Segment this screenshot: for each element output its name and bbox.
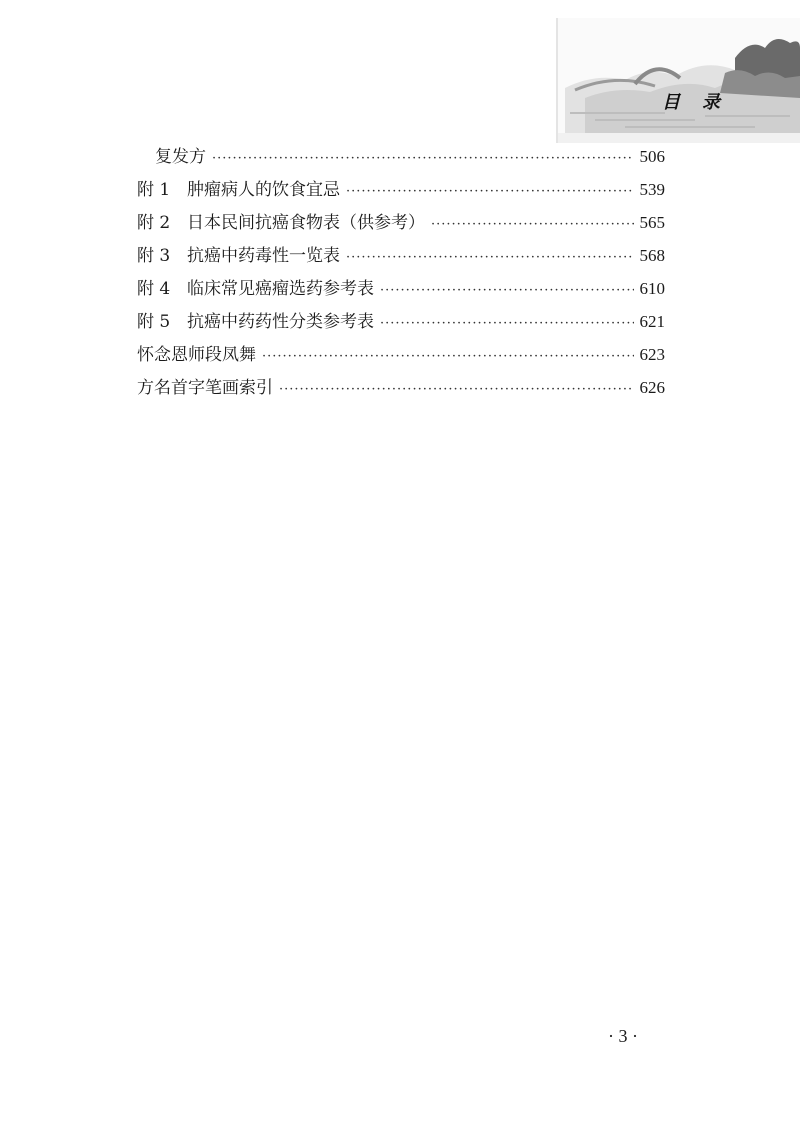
toc-entry-page: 623 [639,345,665,364]
page-number: · 3 · [608,1026,638,1046]
toc-entry[interactable] [137,173,665,206]
toc-entry-prefix: 附 1 [137,180,171,200]
toc-entry-prefix: 附 2 [137,213,171,233]
section-title: 目录 [662,92,742,113]
toc-entry[interactable] [137,140,665,173]
toc-entry[interactable] [137,206,665,239]
toc-entry-page: 621 [639,312,665,331]
toc-entry-title: 方名首字笔画索引 [137,378,273,398]
toc-entry-page: 565 [639,213,665,232]
toc-dot-leader [279,373,634,406]
toc-entry-prefix: 附 4 [137,279,171,299]
toc-dot-leader [262,340,634,373]
toc-entry[interactable] [137,272,665,305]
toc-dot-leader [431,208,634,241]
toc-entry-prefix: 附 3 [137,246,171,266]
toc-entry-page: 506 [639,147,665,166]
toc-dot-leader [212,142,634,175]
toc-entry-page: 539 [639,180,665,199]
toc-entry-title: 抗癌中药毒性一览表 [187,246,340,266]
toc-entry-title: 抗癌中药药性分类参考表 [187,312,374,332]
toc-entry-title: 临床常见癌瘤选药参考表 [187,279,374,299]
toc-entry[interactable] [137,305,665,338]
toc-entry-title: 肿瘤病人的饮食宜忌 [187,180,340,200]
toc-entry[interactable] [137,371,665,404]
toc-dot-leader [380,274,634,307]
toc-entry-title: 日本民间抗癌食物表（供参考） [187,213,425,233]
toc-entry-title: 怀念恩师段凤舞 [137,345,256,365]
toc-entry-page: 610 [639,279,665,298]
header-landscape-decoration [555,18,800,143]
toc-entry-prefix: 附 5 [137,312,171,332]
toc-dot-leader [380,307,634,340]
table-of-contents [137,140,665,404]
toc-entry-page: 568 [639,246,665,265]
toc-dot-leader [346,175,634,208]
toc-entry-title: 复发方 [155,147,206,167]
toc-entry-page: 626 [639,378,665,397]
toc-dot-leader [346,241,634,274]
toc-entry[interactable] [137,239,665,272]
toc-entry[interactable] [137,338,665,371]
